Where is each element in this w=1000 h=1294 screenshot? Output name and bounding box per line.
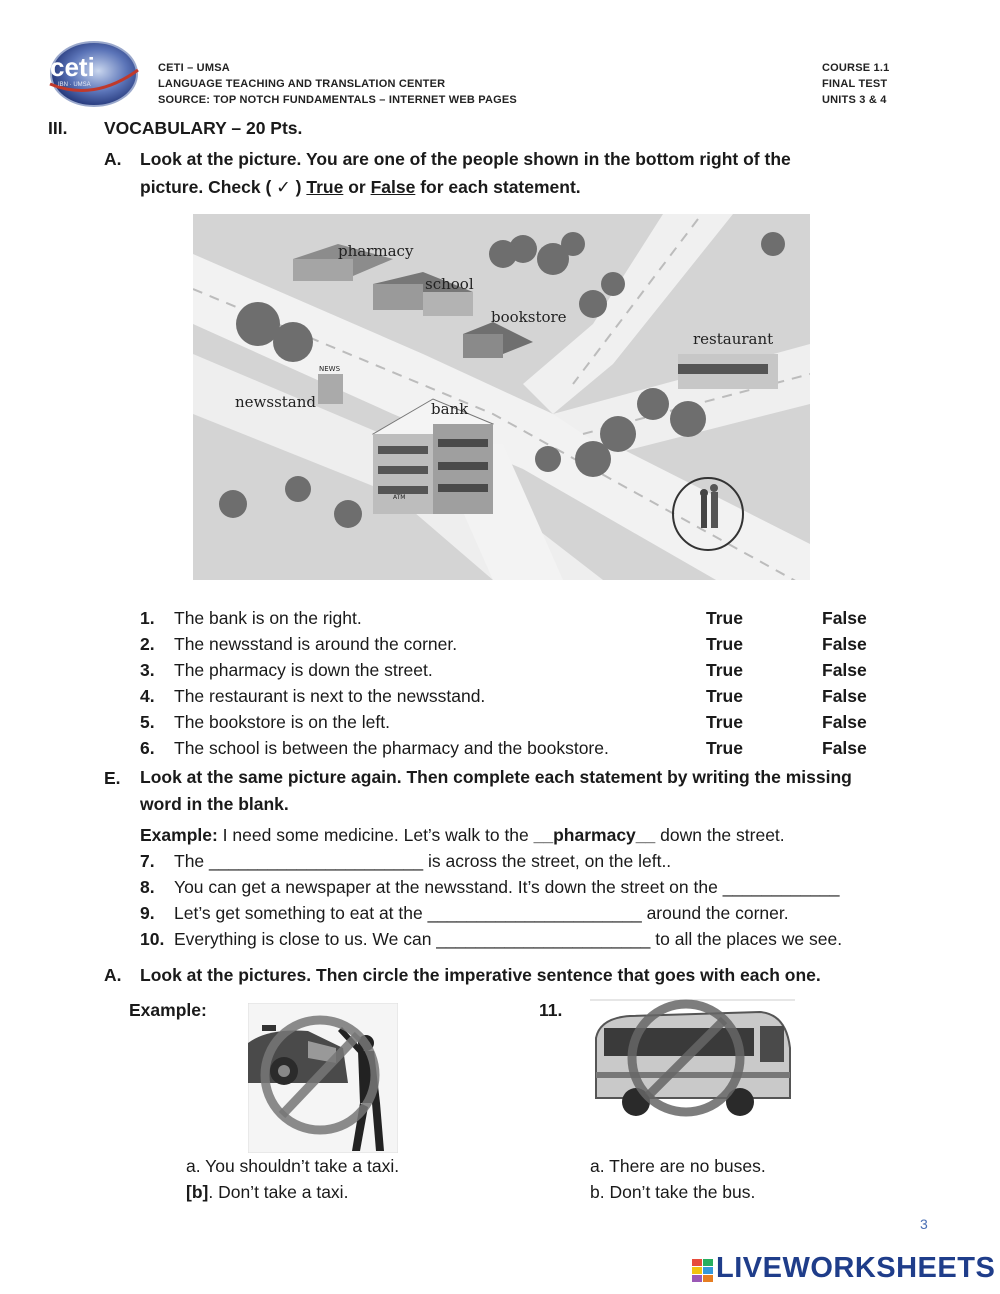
item-11-label: 11. (539, 1000, 563, 1020)
ceti-logo (44, 40, 140, 108)
city-map-illustration (193, 214, 810, 580)
part-a-line2: picture. Check ( ✓ ) True or False for each statement. (140, 177, 581, 197)
section-title: VOCABULARY – 20 Pts. (104, 118, 303, 138)
svg-text:IBN · UMSA: IBN · UMSA (58, 82, 91, 88)
example-option-b[interactable]: [b]. Don’t take a taxi. (186, 1182, 349, 1202)
svg-text:restaurant: restaurant (693, 330, 774, 348)
liveworksheets-logo-icon (692, 1259, 714, 1283)
true-option[interactable]: True (706, 634, 743, 654)
false-option[interactable]: False (822, 686, 867, 706)
svg-text:school: school (425, 275, 474, 293)
header-test: FINAL TEST (822, 78, 888, 90)
example-answer: __pharmacy__ (533, 825, 656, 845)
part-e-list (140, 822, 940, 952)
header-right (822, 60, 889, 108)
header-units: UNITS 3 & 4 (822, 94, 887, 106)
statement-row: 3. The pharmacy is down the street. True False (140, 657, 900, 683)
fill-blank-item[interactable]: 9. Let’s get something to eat at the ______________________ around the corner. (140, 903, 789, 923)
statement-list (140, 605, 900, 761)
false-word: False (370, 177, 416, 197)
true-option[interactable]: True (706, 738, 743, 758)
header-course: COURSE 1.1 (822, 62, 890, 74)
part-e-letter: E. (104, 768, 121, 788)
part-a-instructions (140, 145, 940, 201)
fill-blank-item[interactable]: 7. The ______________________ is across the street, on the left.. (140, 851, 672, 871)
statement-row: 2. The newsstand is around the corner. True False (140, 631, 900, 657)
header-center: LANGUAGE TEACHING AND TRANSLATION CENTER (158, 78, 446, 90)
svg-text:bookstore: bookstore (491, 308, 567, 326)
fill-blank-item[interactable]: 8. You can get a newspaper at the newsstand. It’s down the street on the ____________ (140, 877, 840, 897)
statement-row: 1. The bank is on the right. True False (140, 605, 900, 631)
no-bus-illustration (590, 998, 795, 1123)
false-option[interactable]: False (822, 712, 867, 732)
svg-text:ceti: ceti (50, 52, 95, 82)
header-org: CETI – UMSA (158, 62, 230, 74)
item-11-option-a[interactable]: a. There are no buses. (590, 1156, 766, 1176)
page-number: 3 (920, 1216, 928, 1232)
true-option[interactable]: True (706, 660, 743, 680)
section-numeral: III. (48, 118, 68, 138)
svg-text:pharmacy: pharmacy (338, 242, 414, 260)
footer-brand[interactable]: LIVEWORKSHEETS (716, 1252, 996, 1284)
part-a2-letter: A. (104, 965, 122, 985)
part-a2-instructions: Look at the pictures. Then circle the imperative sentence that goes with each one. (140, 965, 821, 985)
example-label: Example: (129, 1000, 207, 1020)
false-option[interactable]: False (822, 738, 867, 758)
true-word: True (306, 177, 344, 197)
statement-row: 4. The restaurant is next to the newsstand. True False (140, 683, 900, 709)
statement-row: 5. The bookstore is on the left. True False (140, 709, 900, 735)
header-source: SOURCE: TOP NOTCH FUNDAMENTALS – INTERNET WEB PAGES (158, 94, 517, 106)
no-taxi-illustration (248, 1003, 398, 1153)
true-option[interactable]: True (706, 712, 743, 732)
statement-row: 6. The school is between the pharmacy and the bookstore. True False (140, 735, 900, 761)
true-option[interactable]: True (706, 686, 743, 706)
header-left (158, 60, 517, 108)
example-option-a[interactable]: a. You shouldn’t take a taxi. (186, 1156, 400, 1176)
part-a-line1: Look at the picture. You are one of the people shown in the bottom right of the (140, 149, 791, 169)
fill-blank-item[interactable]: 10. Everything is close to us. We can ______________________ to all the places we see. (140, 929, 843, 949)
part-e-instructions: Look at the same picture again. Then complete each statement by writing the missing word in the blank. (140, 767, 852, 814)
false-option[interactable]: False (822, 608, 867, 628)
svg-text:NEWS: NEWS (319, 365, 341, 373)
svg-text:newsstand: newsstand (235, 393, 317, 411)
svg-text:bank: bank (431, 400, 469, 418)
example-line: Example: I need some medicine. Let’s walk to the __pharmacy__ down the street. (140, 825, 785, 845)
part-a-letter: A. (104, 149, 122, 169)
svg-text:ATM: ATM (393, 494, 406, 501)
false-option[interactable]: False (822, 634, 867, 654)
true-option[interactable]: True (706, 608, 743, 628)
false-option[interactable]: False (822, 660, 867, 680)
item-11-option-b[interactable]: b. Don’t take the bus. (590, 1182, 756, 1202)
